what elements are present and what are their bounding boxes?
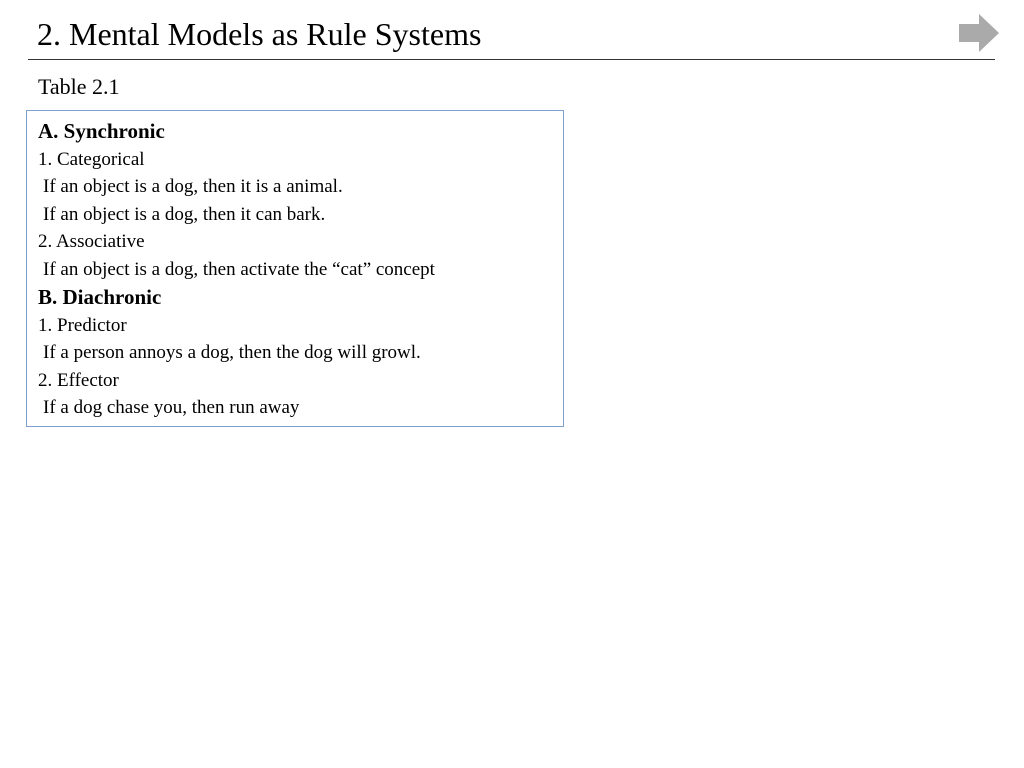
section-b-item2-label: 2. Effector [38, 369, 119, 391]
section-b-item2-example1: If a dog chase you, then run away [43, 397, 300, 419]
section-a-item2-example1: If an object is a dog, then activate the “cat” concept [43, 258, 435, 280]
section-a-item1-example1: If an object is a dog, then it is a animal. [43, 176, 343, 198]
table-caption: Table 2.1 [38, 74, 120, 99]
section-b-heading: B. Diachronic [38, 285, 162, 310]
section-b-item1-label: 1. Predictor [38, 315, 127, 337]
page-title: 2. Mental Models as Rule Systems [37, 16, 482, 52]
section-a-heading: A. Synchronic [38, 119, 165, 143]
title-divider [28, 59, 995, 60]
rule-table [26, 110, 564, 427]
section-a-item1-example2: If an object is a dog, then it can bark. [43, 203, 326, 225]
section-a-item2-label: 2. Associative [38, 231, 145, 253]
section-a-item1-label: 1. Categorical [38, 149, 145, 170]
next-slide-button[interactable] [957, 12, 1001, 54]
section-b-item1-example1: If a person annoys a dog, then the dog will growl. [43, 342, 421, 364]
arrow-right-icon [957, 12, 1001, 54]
